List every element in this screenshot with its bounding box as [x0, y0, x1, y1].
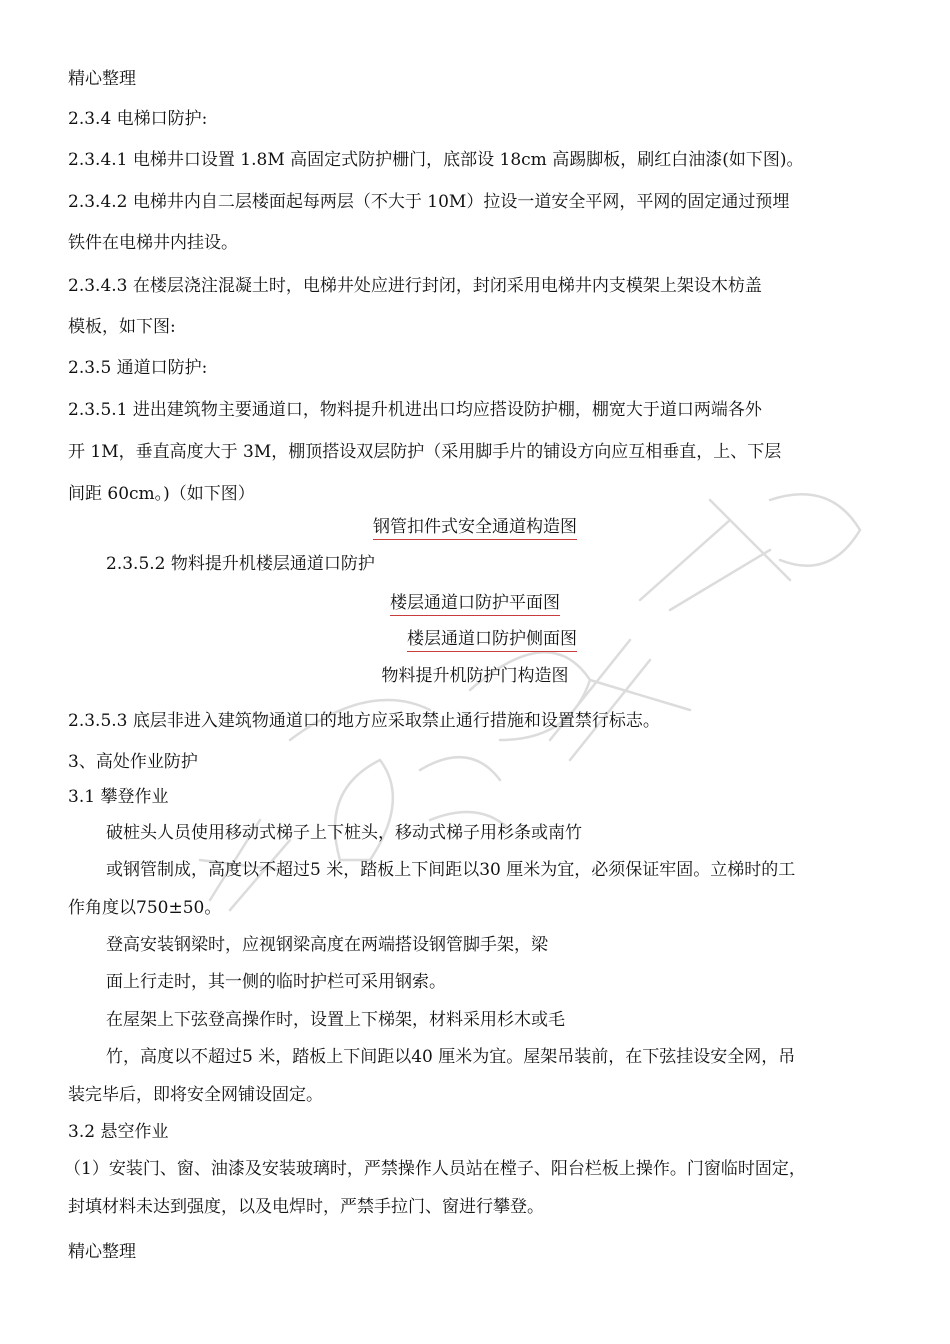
- paragraph-line: 登高安装钢梁时，应视钢梁高度在两端搭设钢管脚手架，梁: [106, 935, 548, 955]
- section-heading: 3.2 悬空作业: [68, 1122, 169, 1142]
- figure-caption: [0, 516, 950, 540]
- figure-caption: [0, 592, 950, 616]
- paragraph-line: 在屋架上下弦登高操作时，设置上下梯架，材料采用杉木或毛: [106, 1010, 565, 1030]
- paragraph-line: 2.3.5.1 进出建筑物主要通道口，物料提升机进出口均应搭设防护棚，棚宽大于道口两端各外: [68, 400, 762, 420]
- section-heading: 2.3.4 电梯口防护:: [68, 109, 208, 129]
- paragraph-line: 开 1M，垂直高度大于 3M，棚顶搭设双层防护（采用脚手片的铺设方向应互相垂直，上、下层: [68, 442, 782, 462]
- section-heading: 3、高处作业防护: [68, 752, 198, 772]
- paragraph-line: 装完毕后，即将安全网铺设固定。: [68, 1085, 323, 1105]
- paragraph-line: 封填材料未达到强度，以及电焊时，严禁手拉门、窗进行攀登。: [68, 1197, 544, 1217]
- paragraph-line: 或钢管制成，高度以不超过5 米，踏板上下间距以30 厘米为宜，必须保证牢固。立梯时的工: [106, 860, 796, 880]
- figure-caption: 物料提升机防护门构造图: [381, 666, 569, 686]
- figure-caption-text: 楼层通道口防护侧面图: [407, 628, 577, 652]
- figure-caption-text: 钢管扣件式安全通道构造图: [373, 516, 577, 540]
- paragraph-line: 2.3.5.2 物料提升机楼层通道口防护: [106, 554, 375, 574]
- section-heading: 3.1 攀登作业: [68, 787, 169, 807]
- paragraph-line: 间距 60cm。)（如下图）: [68, 484, 255, 504]
- paragraph-line: 2.3.4.1 电梯井口设置 1.8M 高固定式防护栅门，底部设 18cm 高踢脚板，刷红白油漆(如下图)。: [68, 150, 804, 170]
- section-heading: 2.3.5 通道口防护:: [68, 358, 208, 378]
- paragraph-line: （1）安装门、窗、油漆及安装玻璃时，严禁操作人员站在樘子、阳台栏板上操作。门窗临时固定，: [64, 1159, 806, 1179]
- paragraph-line: 竹，高度以不超过5 米，踏板上下间距以40 厘米为宜。屋架吊装前，在下弦挂设安全网，吊: [106, 1047, 796, 1067]
- paragraph-line: 模板，如下图:: [68, 317, 176, 337]
- paragraph-line: 2.3.5.3 底层非进入建筑物通道口的地方应采取禁止通行措施和设置禁行标志。: [68, 711, 660, 731]
- paragraph-line: 破桩头人员使用移动式梯子上下桩头，移动式梯子用杉条或南竹: [106, 823, 582, 843]
- figure-caption: [0, 628, 950, 652]
- figure-caption-text: 楼层通道口防护平面图: [390, 592, 560, 616]
- paragraph-line: 面上行走时，其一侧的临时护栏可采用钢索。: [106, 972, 446, 992]
- paragraph-line: 作角度以750±50。: [68, 898, 222, 918]
- paragraph-line: 2.3.4.3 在楼层浇注混凝土时，电梯井处应进行封闭，封闭采用电梯井内支模架上架设木枋盖: [68, 276, 762, 296]
- paragraph-line: 2.3.4.2 电梯井内自二层楼面起每两层（不大于 10M）拉设一道安全平网，平网的固定通过预埋: [68, 192, 790, 212]
- page-header: 精心整理: [68, 69, 136, 89]
- page-footer: 精心整理: [68, 1242, 136, 1262]
- paragraph-line: 铁件在电梯井内挂设。: [68, 233, 238, 253]
